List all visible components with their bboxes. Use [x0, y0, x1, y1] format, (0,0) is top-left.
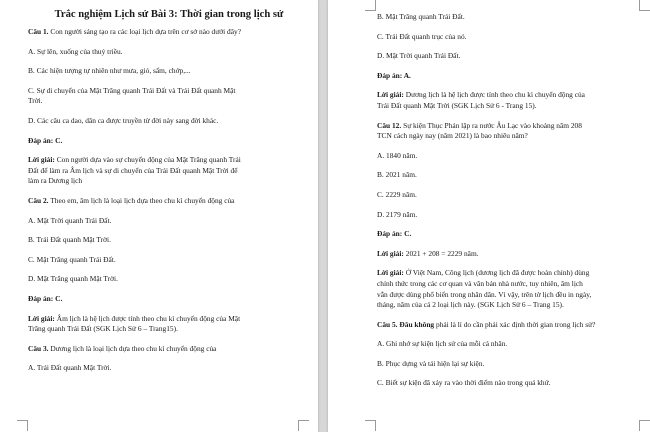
question-2	[28, 196, 310, 207]
question-text: Dương lịch là loại lịch dựa theo chu kì chuyển động của	[50, 343, 217, 353]
solution-line: làm ra Dương lịch	[28, 176, 83, 186]
solution-line: vẫn được dùng phổ biến trong nhân dân. Vì vậy, trên tờ lịch đều in ngày,	[377, 289, 592, 299]
solution-label: Lời giải:	[377, 248, 404, 258]
question-text: phải là lí do cần phải xác định thời gian trong lịch sử?	[435, 319, 596, 329]
question-3	[28, 344, 310, 355]
option-a: A. Sự lên, xuống của thuỷ triều.	[28, 46, 123, 56]
crop-mark	[17, 420, 28, 431]
question-text: Sự kiện Thục Phán lập ra nước Âu Lạc vào khoảng năm 208	[403, 120, 582, 130]
question-label: Câu 1.	[28, 27, 49, 36]
crop-mark	[365, 420, 376, 431]
question-label: Câu 2.	[28, 195, 49, 205]
crop-mark	[365, 0, 376, 11]
page-content	[28, 0, 310, 374]
solution-line: Trái Đất quanh Mặt Trời (SGK Lịch Sử 6 - Trang 15).	[377, 100, 537, 110]
solution	[377, 90, 639, 101]
question-5	[377, 320, 639, 331]
solution	[377, 268, 639, 279]
option-c-cont: Trời.	[28, 96, 43, 106]
option-c: C. Trái Đất quanh trục của nó.	[377, 31, 467, 41]
solution	[377, 249, 639, 260]
option-b: B. Các hiện tượng tự nhiên như mưa, gió, sấm, chớp,...	[28, 66, 191, 76]
solution-line: tháng, năm của cả 2 loại lịch này. (SGK Lịch Sử 6 – Trang 15).	[377, 300, 564, 310]
question-label: Câu 3.	[28, 343, 49, 353]
question-text: Theo em, âm lịch là loại lịch dựa theo chu kì chuyển động của	[50, 195, 235, 205]
option-d: D. Các câu ca dao, dân ca được truyền từ đời này sang đời khác.	[28, 115, 219, 125]
solution-text: 2021 + 208 = 2229 năm.	[405, 248, 479, 258]
answer: Đáp án: C.	[377, 229, 412, 239]
answer: Đáp án: C.	[28, 293, 63, 303]
document-title: Trắc nghiệm Lịch sử Bài 3: Thời gian trong lịch sử	[54, 9, 284, 20]
crop-mark	[298, 420, 309, 431]
option-b: B. Trái Đất quanh Mặt Trời.	[28, 235, 111, 245]
solution-label: Lời giải:	[377, 90, 404, 100]
document-page-left	[0, 0, 318, 432]
solution-line: Trăng quanh Trái Đất (SGK Lịch Sử 6 – Trang15).	[28, 324, 178, 334]
option-b: B. 2021 năm.	[377, 170, 417, 180]
solution-label: Lời giải:	[28, 313, 55, 323]
question-text-cont: TCN cách ngày nay (năm 2021) là bao nhiêu năm?	[377, 131, 528, 141]
answer: Đáp án: C.	[28, 135, 63, 145]
question-1	[28, 27, 310, 38]
answer: Đáp án: A.	[377, 70, 411, 80]
option-a: A. Trái Đất quanh Mặt Trời.	[28, 363, 112, 373]
solution	[28, 314, 310, 325]
solution-text: Ở Việt Nam, Công lịch (dương lịch đã được hoàn chỉnh) dùng	[405, 268, 590, 278]
solution-text: Con người dựa vào sự chuyển động của Mặt Trăng quanh Trái	[56, 155, 241, 165]
option-c: C. Sự di chuyển của Mặt Trăng quanh Trái Đất và Trái Đất quanh Mặt	[28, 85, 236, 95]
option-d: D. Mặt Trăng quanh Mặt Trời.	[28, 274, 118, 284]
option-b: B. Mặt Trăng quanh Trái Đất.	[377, 12, 465, 21]
question-12	[377, 121, 639, 132]
option-a: A. Ghi nhớ sự kiện lịch sử của mỗi cá nhân.	[377, 339, 508, 349]
question-emphasis: Đâu không	[399, 319, 435, 329]
solution-label: Lời giải:	[28, 155, 55, 165]
question-label: Câu 12.	[377, 120, 402, 130]
option-d: D. Mặt Trời quanh Trái Đất.	[377, 51, 461, 61]
option-d: D. 2179 năm.	[377, 209, 418, 219]
option-c: C. 2229 năm.	[377, 189, 417, 199]
solution	[28, 155, 310, 166]
crop-mark	[639, 420, 650, 431]
question-text: Con người sáng tạo ra các loại lịch dựa trên cơ sở nào dưới đây?	[50, 27, 242, 36]
solution-line: Đất để làm ra Âm lịch và sự di chuyển của Trái Đất quanh Mặt Trời để	[28, 165, 238, 175]
option-a: A. 1840 năm.	[377, 150, 418, 160]
option-a: A. Mặt Trời quanh Trái Đất.	[28, 215, 112, 225]
option-c: C. Biết sự kiện đã xảy ra vào thời điểm nào trong quá khứ.	[377, 378, 551, 388]
document-page-right	[328, 0, 650, 432]
solution-text: Âm lịch là hệ lịch được tính theo chu kì chuyển động của Mặt	[56, 313, 241, 323]
option-c: C. Mặt Trăng quanh Trái Đất.	[28, 254, 116, 264]
question-label: Câu 5.	[377, 319, 398, 329]
solution-label: Lời giải:	[377, 268, 404, 278]
option-b: B. Phục dựng và tái hiện lại sự kiện.	[377, 358, 485, 368]
page-content	[377, 12, 639, 389]
solution-text: Dương lịch là hệ lịch được tính theo chu kì chuyển động của	[405, 90, 585, 100]
solution-line: chính thức trong các cơ quan và văn bản nhà nước, tuy nhiên, âm lịch	[377, 278, 583, 288]
crop-mark	[639, 0, 650, 11]
